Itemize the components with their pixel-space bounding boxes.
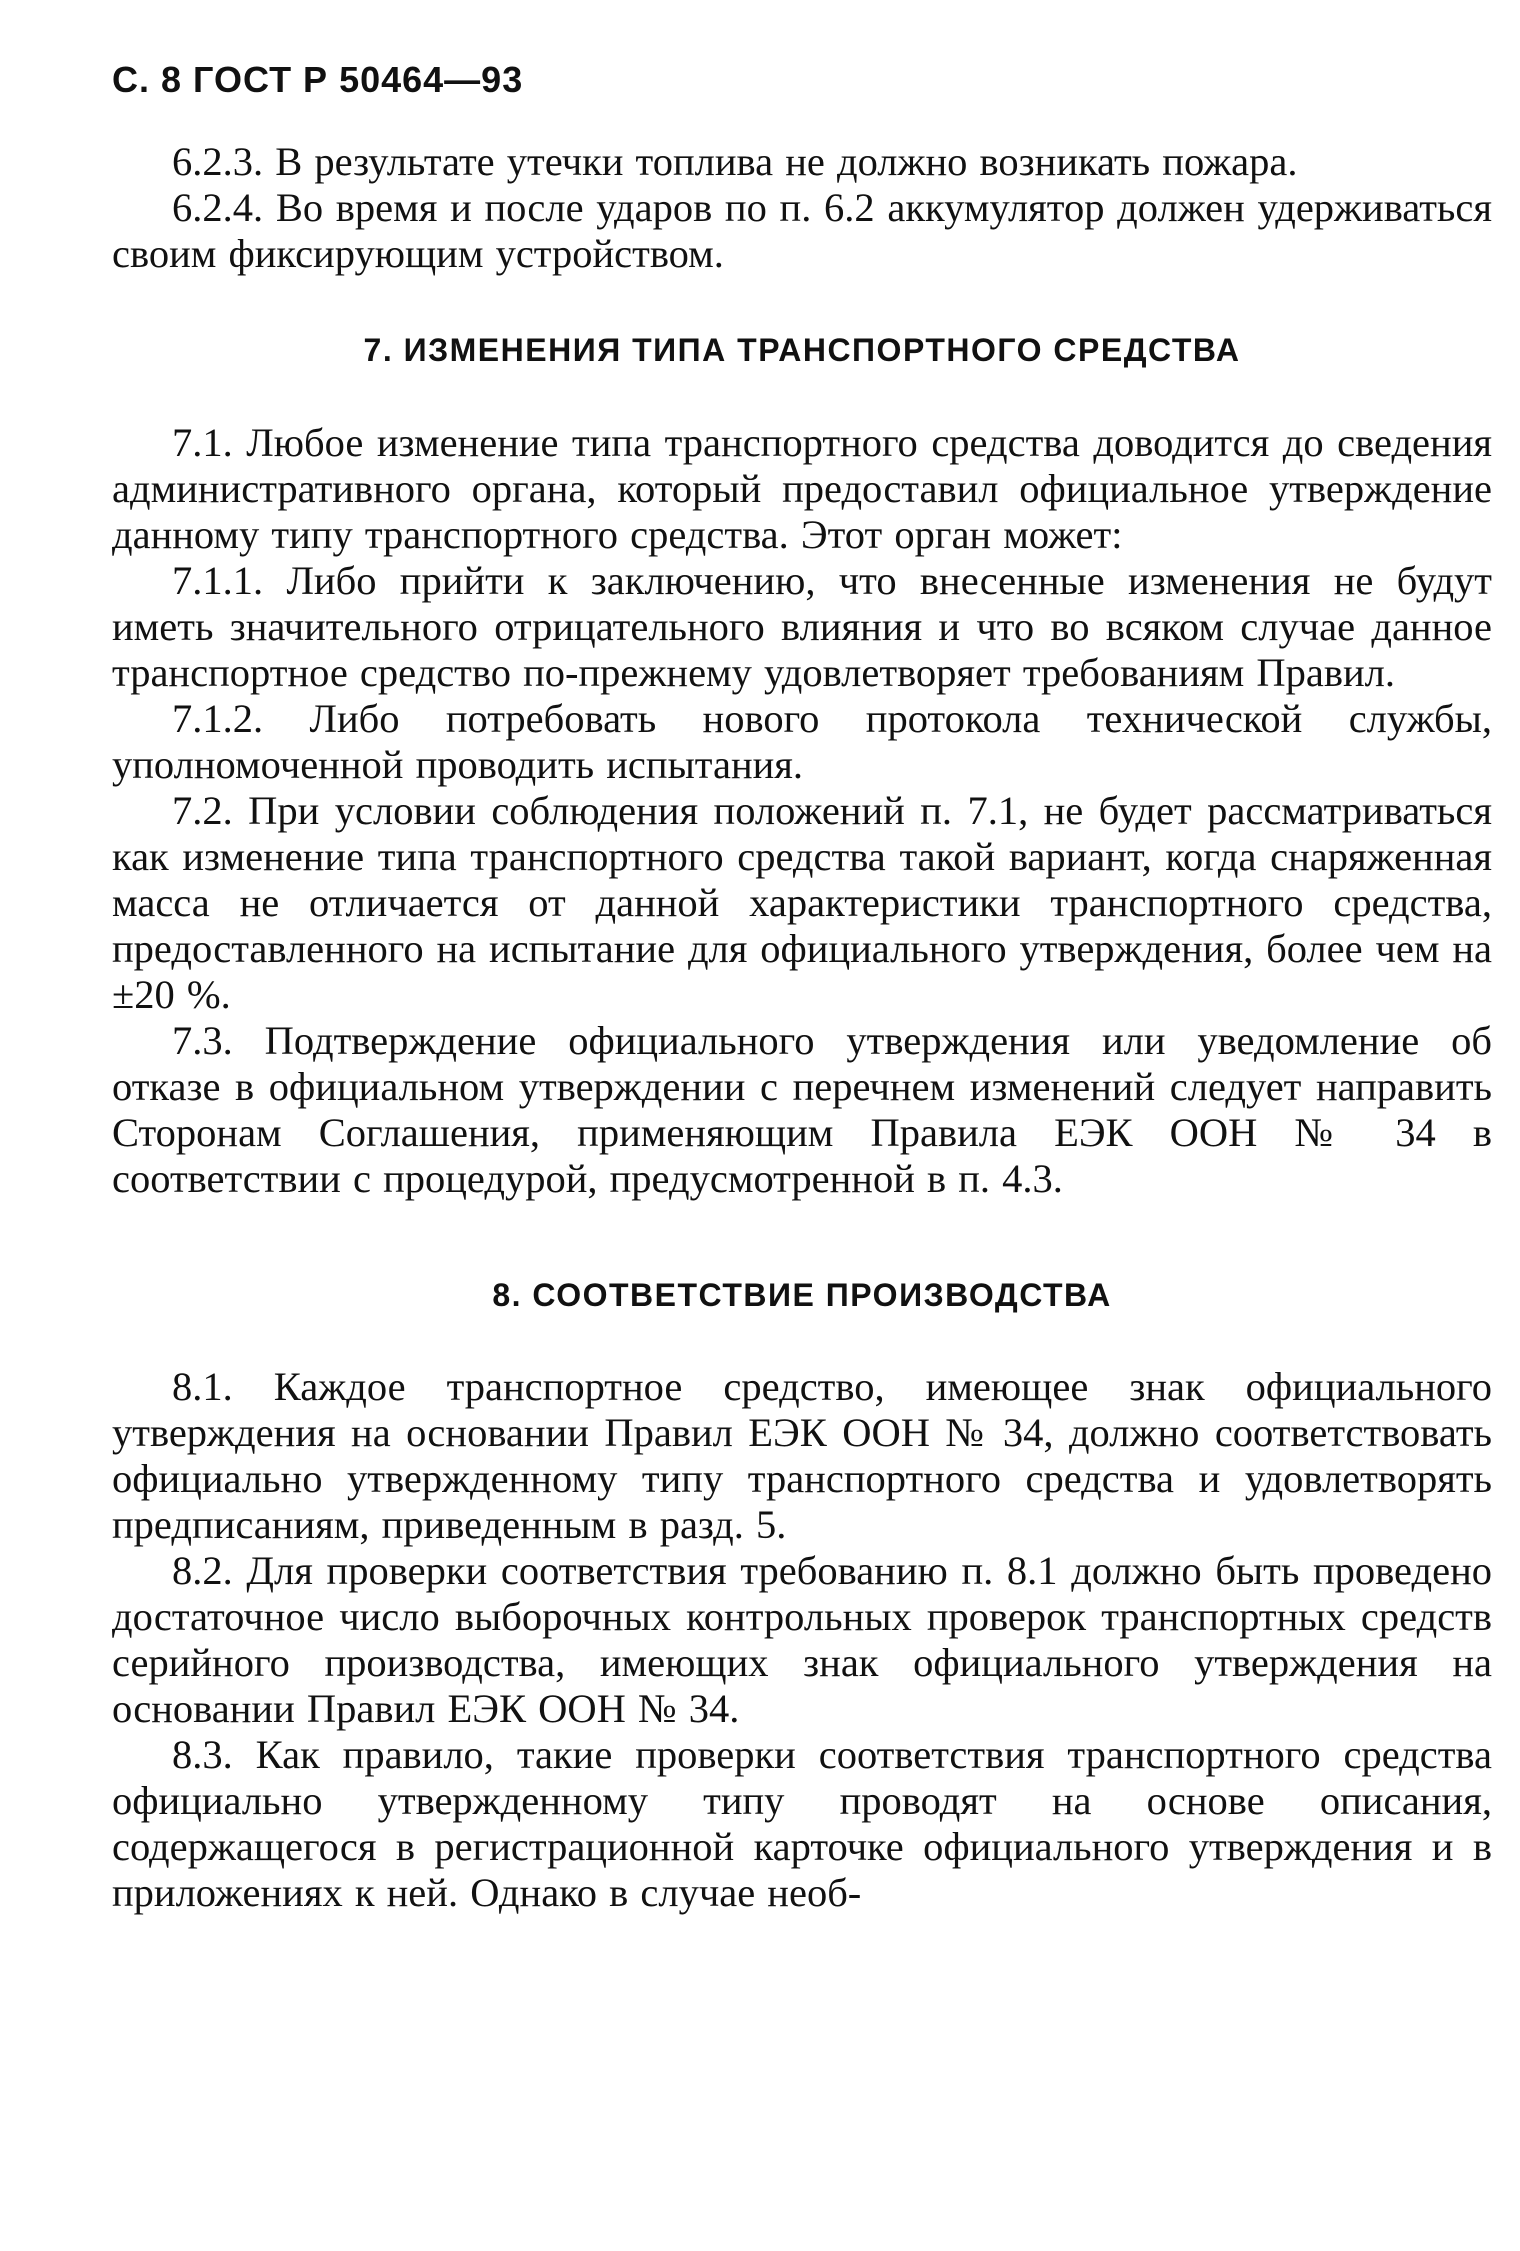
- paragraph-7-3: 7.3. Подтверждение официального утверждения или уведомление об отказе в официальном утверждении с перечнем изменений следует направить Сторонам Соглашения, применяющим Правила ЕЭК ООН № 34 в соответствии с процедурой, предусмотренной в п. 4.3.: [112, 1017, 1492, 1201]
- paragraph-7-1-1: 7.1.1. Либо прийти к заключению, что внесенные изменения не будут иметь значительного отрицательного влияния и что во всяком случае данное транспортное средство по-прежнему удовлетворяет требованиям Правил.: [112, 557, 1492, 695]
- section-8-title: 8. СООТВЕТСТВИЕ ПРОИЗВОДСТВА: [492, 1276, 1112, 1313]
- section-7-title: 7. ИЗМЕНЕНИЯ ТИПА ТРАНСПОРТНОГО СРЕДСТВА: [363, 332, 1241, 369]
- paragraph-7-1-2: 7.1.2. Либо потребовать нового протокола технической службы, уполномоченной проводить испытания.: [112, 695, 1492, 787]
- paragraph-6-2-3: 6.2.3. В результате утечки топлива не должно возникать пожара.: [172, 139, 1298, 185]
- paragraph-8-3: 8.3. Как правило, такие проверки соответствия транспортного средства официально утвержденному типу проводят на основе описания, содержащегося в регистрационной карточке официального утверждения и в приложениях к ней. Однако в случае необ-: [112, 1731, 1492, 1915]
- paragraph-6-2-4: 6.2.4. Во время и после ударов по п. 6.2 аккумулятор должен удерживаться своим фиксирующим устройством.: [112, 185, 1492, 277]
- paragraph-8-2: 8.2. Для проверки соответствия требованию п. 8.1 должно быть проведено достаточное число выборочных контрольных проверок транспортных средств серийного производства, имеющих знак официального утверждения на основании Правил ЕЭК ООН № 34.: [112, 1547, 1492, 1731]
- paragraph-7-2: 7.2. При условии соблюдения положений п. 7.1, не будет рассматриваться как изменение типа транспортного средства такой вариант, когда снаряженная масса не отличается от данной характеристики транспортного средства, предоставленного на испытание для официального утверждения, более чем на ±20 %.: [112, 787, 1492, 1017]
- running-header: С. 8 ГОСТ Р 50464—93: [112, 59, 524, 100]
- paragraph-8-1: 8.1. Каждое транспортное средство, имеющее знак официального утверждения на основании Правил ЕЭК ООН № 34, должно соответствовать официально утвержденному типу транспортного средства и удовлетворять предписаниям, приведенным в разд. 5.: [112, 1363, 1492, 1547]
- paragraph-7-1: 7.1. Любое изменение типа транспортного средства доводится до сведения административного органа, который предоставил официальное утверждение данному типу транспортного средства. Этот орган может:: [112, 419, 1492, 557]
- document-page: [112, 58, 1492, 1916]
